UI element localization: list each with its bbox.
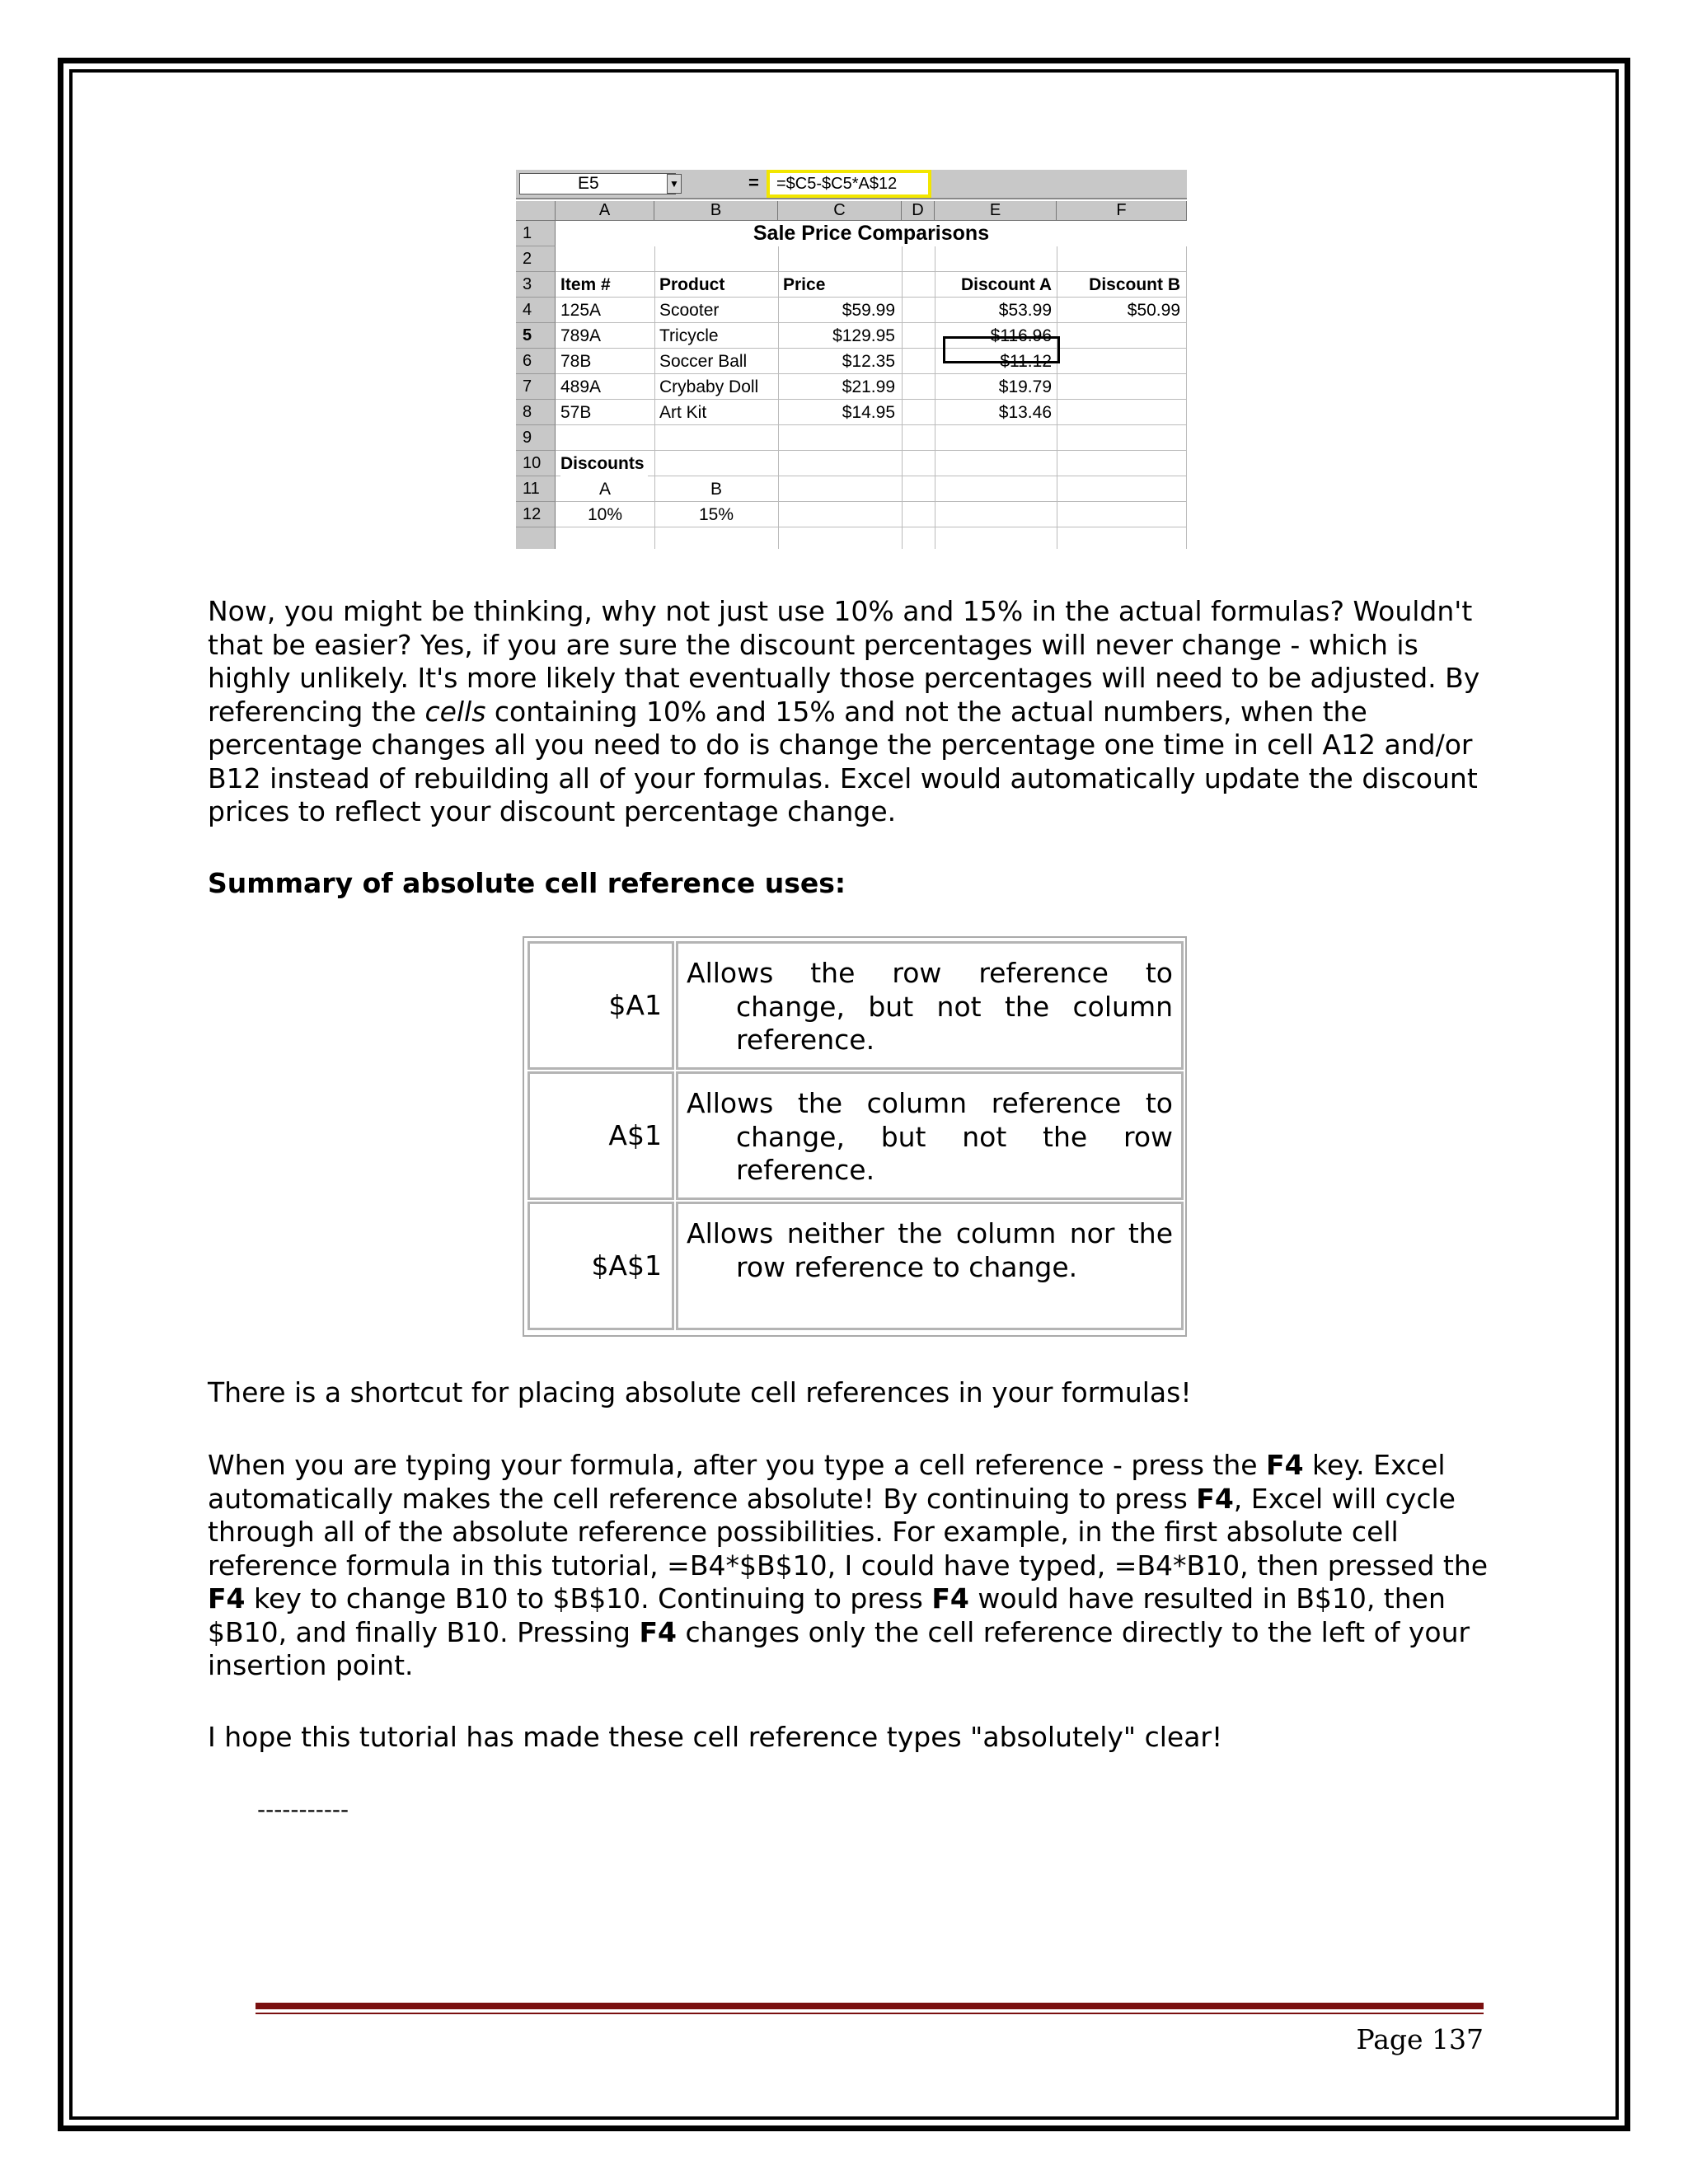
cell: 789A	[560, 326, 602, 345]
cell: $129.95	[832, 326, 895, 345]
cell: Discount B	[1089, 275, 1180, 294]
reference-description: Allows the column reference to change, but not the row reference.	[676, 1071, 1184, 1200]
cell: Price	[783, 275, 826, 294]
cell: $14.95	[842, 403, 895, 422]
row-header: 8	[516, 400, 556, 425]
text: key. Excel automatically makes the cell reference absolute! By continuing to press	[208, 1449, 1446, 1515]
cell: Art Kit	[659, 403, 707, 422]
key-name: F4	[1196, 1482, 1234, 1515]
table-row	[516, 425, 1187, 451]
key-name: F4	[931, 1582, 969, 1615]
cell: Scooter	[659, 301, 720, 320]
row-header: 6	[516, 349, 556, 374]
footer-rule	[256, 2003, 1484, 2009]
cell: Discounts	[560, 451, 648, 476]
cell: Soccer Ball	[659, 352, 748, 371]
row-header: 10	[516, 451, 556, 476]
text: When you are typing your formula, after you type a cell reference - press the	[208, 1449, 1267, 1481]
formula-bar	[516, 170, 1187, 199]
separator-dashes: -----------	[257, 1796, 349, 1823]
row-header: 11	[516, 476, 556, 502]
cell: 10%	[587, 505, 623, 524]
corner-header	[516, 201, 556, 221]
cell: 15%	[698, 505, 734, 524]
cell: B	[710, 480, 722, 499]
paragraph-f4-key	[208, 1449, 1502, 1683]
italic-text: cells	[424, 695, 486, 728]
footer-rule-thin	[256, 2013, 1484, 2014]
name-box: E5	[519, 173, 676, 194]
row-header: 3	[516, 272, 556, 298]
text: Now, you might be thinking, why not just use 10% and 15% in the actual formulas? Wouldn't that be easier? Yes, if you are sure the discount percentages will never change - which is highly unlikely. It's more likely that eventually those percentages will need to be adjusted. By referencing the	[208, 595, 1480, 728]
row-header: 1	[516, 221, 556, 246]
table-row	[516, 246, 1187, 272]
dropdown-arrow-icon: ▼	[667, 174, 682, 194]
table-row	[516, 221, 1187, 246]
key-name: F4	[639, 1615, 677, 1648]
cell: Product	[659, 275, 725, 294]
spreadsheet-screenshot	[516, 170, 1187, 549]
column-header: F	[1057, 201, 1187, 221]
cell: A	[598, 480, 611, 499]
column-header: C	[778, 201, 902, 221]
table-row	[516, 323, 1187, 349]
column-header: A	[556, 201, 654, 221]
cell: $116.96	[990, 326, 1052, 345]
sheet-title: Sale Price Comparisons	[556, 221, 1187, 246]
table-row	[516, 349, 1187, 374]
cell: $12.35	[842, 352, 895, 371]
row-header: 4	[516, 298, 556, 323]
row-header: 2	[516, 246, 556, 272]
cell: $59.99	[842, 301, 895, 320]
column-header: D	[902, 201, 935, 221]
column-header: B	[654, 201, 778, 221]
reference-description: Allows neither the column nor the row reference to change.	[676, 1202, 1184, 1330]
cell: $50.99	[1127, 301, 1180, 320]
column-header: E	[935, 201, 1057, 221]
cell: 125A	[560, 301, 602, 320]
row-header: 5	[516, 323, 556, 349]
formula-text: =$C5-$C5*A$12	[767, 170, 931, 198]
text: would have resulted in B$10, then $B10, and finally B10. Pressing	[208, 1582, 1446, 1648]
table-row	[516, 451, 1187, 476]
text: , Excel will cycle through all of the absolute reference possibilities. For example, in the first absolute cell reference formula in this tutorial, =B4*$B$10, I could have typed, =B4*B10, then pressed the	[208, 1482, 1489, 1582]
equals-icon: =	[748, 172, 759, 193]
cell: 489A	[560, 377, 602, 396]
table-row	[516, 502, 1187, 527]
table-row	[516, 527, 1187, 549]
reference-code: A$1	[528, 1071, 674, 1200]
row-header	[516, 527, 556, 549]
cell: Item #	[560, 275, 611, 294]
table-row	[516, 272, 1187, 298]
text: changes only the cell reference directly to the left of your insertion point.	[208, 1615, 1470, 1681]
cell: $19.79	[998, 377, 1052, 396]
row-header: 9	[516, 425, 556, 451]
row-header: 7	[516, 374, 556, 400]
active-cell-outline	[943, 336, 1060, 363]
page-number: Page 137	[1356, 2023, 1484, 2055]
cell: $53.99	[998, 301, 1052, 320]
cell: 57B	[560, 403, 592, 422]
cell: 78B	[560, 352, 592, 371]
text: key to change B10 to $B$10. Continuing to press	[245, 1582, 932, 1615]
reference-table	[523, 936, 1187, 1337]
key-name: F4	[1266, 1449, 1304, 1481]
paragraph-shortcut: There is a shortcut for placing absolute cell references in your formulas!	[208, 1376, 1192, 1408]
row-header: 12	[516, 502, 556, 527]
table-row	[516, 476, 1187, 502]
cell: $11.12	[1000, 352, 1052, 371]
cell: $13.46	[998, 403, 1052, 422]
table-row	[516, 298, 1187, 323]
cell: Tricycle	[659, 326, 719, 345]
column-headers	[516, 201, 1187, 221]
reference-code: $A$1	[528, 1202, 674, 1330]
paragraph-why-reference	[208, 595, 1502, 829]
summary-heading: Summary of absolute cell reference uses:	[208, 867, 846, 899]
table-row	[516, 374, 1187, 400]
key-name: F4	[208, 1582, 246, 1615]
table-row	[516, 400, 1187, 425]
cell: $21.99	[842, 377, 895, 396]
paragraph-closing: I hope this tutorial has made these cell reference types "absolutely" clear!	[208, 1721, 1223, 1753]
reference-code: $A1	[528, 941, 674, 1070]
cell: Crybaby Doll	[659, 377, 759, 396]
cell: Discount A	[960, 275, 1052, 294]
reference-description: Allows the row reference to change, but not the column reference.	[676, 941, 1184, 1070]
text: containing 10% and 15% and not the actual numbers, when the percentage changes all you need to do is change the percentage one time in cell A12 and/or B12 instead of rebuilding all of your formulas. Excel would automatically update the discount prices to reflect your discount percentage change.	[208, 695, 1478, 827]
